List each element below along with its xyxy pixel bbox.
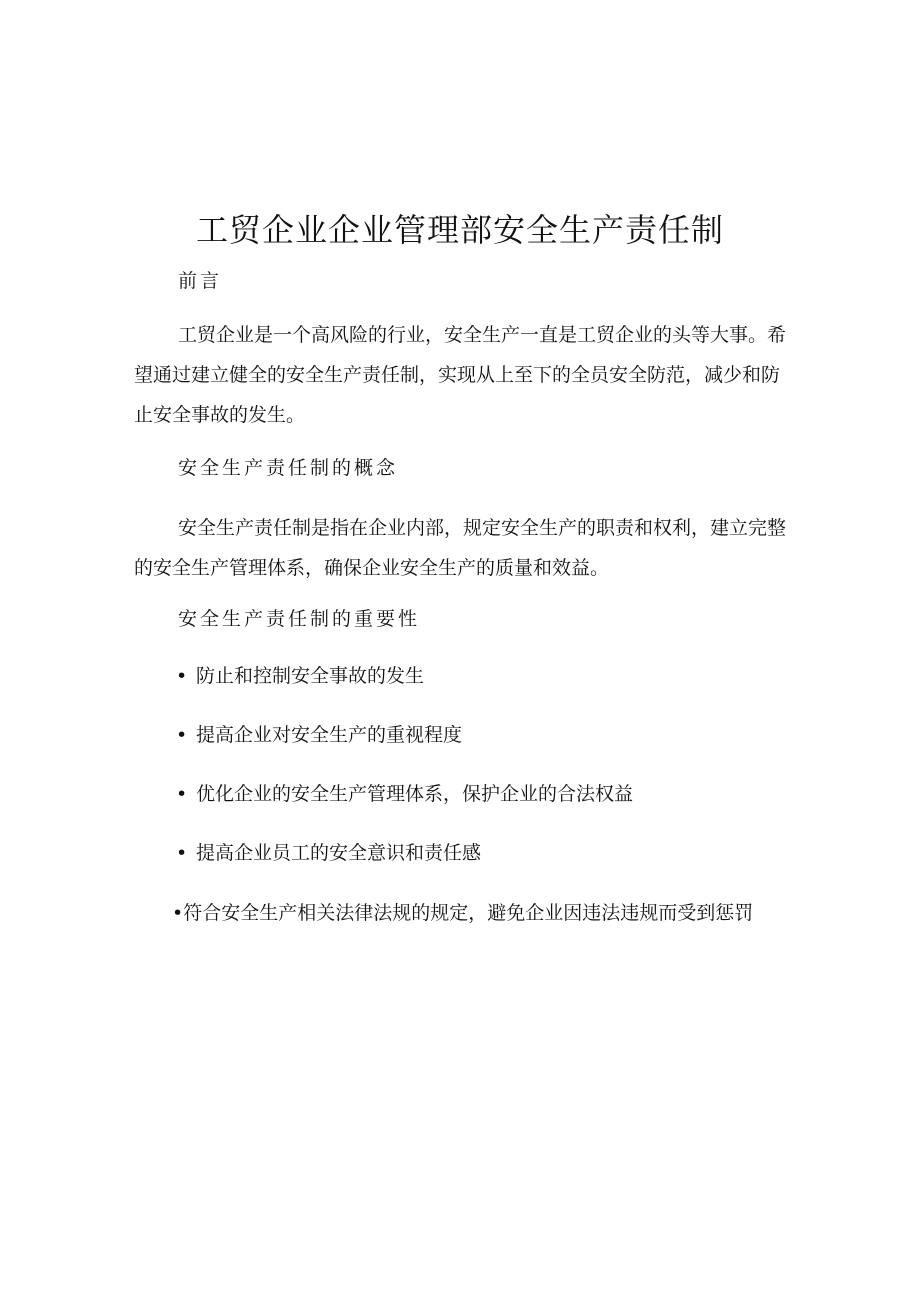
list-item xyxy=(176,722,796,748)
bullet-icon: • xyxy=(176,665,188,687)
list-item xyxy=(176,840,796,866)
list-item xyxy=(134,898,784,928)
list-item-text: 提高企业对安全生产的重视程度 xyxy=(196,724,463,746)
document-title: 工贸企业企业管理部安全生产责任制 xyxy=(195,211,724,249)
list-item-text: 优化企业的安全生产管理体系，保护企业的合法权益 xyxy=(196,783,634,805)
section-heading-importance: 安全生产责任制的重要性 xyxy=(178,608,421,630)
bullet-icon: • xyxy=(176,724,188,746)
list-item xyxy=(176,781,796,807)
list-item-text: 符合安全生产相关法律法规的规定，避免企业因违法违规而受到惩罚 xyxy=(183,902,754,924)
section-heading-concept: 安全生产责任制的概念 xyxy=(178,457,399,479)
bullet-icon: • xyxy=(176,783,188,805)
list-item xyxy=(176,663,796,689)
preface-paragraph: 工贸企业是一个高风险的行业，安全生产一直是工贸企业的头等大事。希望通过建立健全的安全生产责任制，实现从上至下的全员安全防范，减少和防止安全事故的发生。 xyxy=(134,324,787,426)
list-item-text: 提高企业员工的安全意识和责任感 xyxy=(196,842,482,864)
list-item-text: 防止和控制安全事故的发生 xyxy=(196,665,425,687)
bullet-icon: • xyxy=(176,842,188,864)
section-heading-preface: 前言 xyxy=(178,270,223,292)
bullet-icon: • xyxy=(172,902,184,924)
concept-paragraph: 安全生产责任制是指在企业内部，规定安全生产的职责和权利，建立完整的安全生产管理体系，确保企业安全生产的质量和效益。 xyxy=(134,517,787,579)
